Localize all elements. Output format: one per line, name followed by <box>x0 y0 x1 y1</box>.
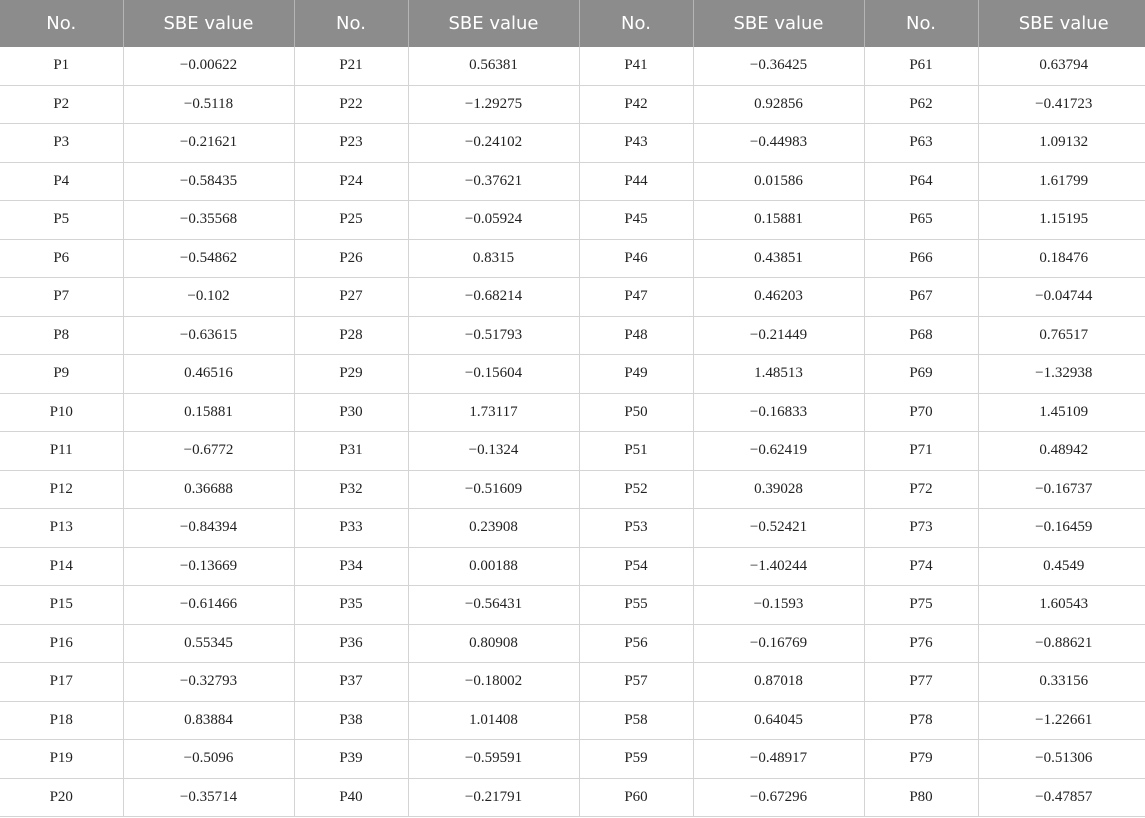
cell-sbe-value: 0.36688 <box>123 470 294 509</box>
cell-sbe-value: −0.16833 <box>693 393 864 432</box>
cell-no: P52 <box>579 470 693 509</box>
cell-sbe-value: 1.01408 <box>408 701 579 740</box>
cell-no: P35 <box>294 586 408 625</box>
table-row <box>0 663 1145 702</box>
cell-no: P43 <box>579 124 693 163</box>
cell-sbe-value: −0.16737 <box>978 470 1145 509</box>
cell-sbe-value: −0.00622 <box>123 47 294 85</box>
cell-no: P67 <box>864 278 978 317</box>
cell-no: P77 <box>864 663 978 702</box>
cell-no: P24 <box>294 162 408 201</box>
table-row <box>0 432 1145 471</box>
cell-no: P46 <box>579 239 693 278</box>
cell-sbe-value: −0.41723 <box>978 85 1145 124</box>
cell-no: P72 <box>864 470 978 509</box>
cell-no: P31 <box>294 432 408 471</box>
header-row <box>0 0 1145 47</box>
table-row <box>0 47 1145 85</box>
cell-sbe-value: −1.22661 <box>978 701 1145 740</box>
cell-sbe-value: −0.88621 <box>978 624 1145 663</box>
cell-no: P47 <box>579 278 693 317</box>
cell-sbe-value: 0.15881 <box>693 201 864 240</box>
cell-no: P75 <box>864 586 978 625</box>
cell-sbe-value: 0.80908 <box>408 624 579 663</box>
table-row <box>0 624 1145 663</box>
table-row <box>0 778 1145 817</box>
cell-no: P1 <box>0 47 123 85</box>
cell-sbe-value: −0.47857 <box>978 778 1145 817</box>
cell-sbe-value: 1.09132 <box>978 124 1145 163</box>
cell-sbe-value: −1.29275 <box>408 85 579 124</box>
cell-no: P71 <box>864 432 978 471</box>
cell-no: P44 <box>579 162 693 201</box>
cell-no: P30 <box>294 393 408 432</box>
cell-sbe-value: 0.64045 <box>693 701 864 740</box>
cell-sbe-value: 0.39028 <box>693 470 864 509</box>
cell-no: P22 <box>294 85 408 124</box>
cell-sbe-value: 0.15881 <box>123 393 294 432</box>
cell-no: P64 <box>864 162 978 201</box>
cell-no: P23 <box>294 124 408 163</box>
cell-no: P21 <box>294 47 408 85</box>
cell-no: P28 <box>294 316 408 355</box>
cell-no: P80 <box>864 778 978 817</box>
cell-sbe-value: −0.15604 <box>408 355 579 394</box>
cell-sbe-value: −0.05924 <box>408 201 579 240</box>
cell-no: P17 <box>0 663 123 702</box>
cell-sbe-value: −0.21791 <box>408 778 579 817</box>
cell-sbe-value: 0.00188 <box>408 547 579 586</box>
cell-sbe-value: −0.04744 <box>978 278 1145 317</box>
cell-sbe-value: 0.46516 <box>123 355 294 394</box>
cell-no: P16 <box>0 624 123 663</box>
table-row <box>0 586 1145 625</box>
table-row <box>0 740 1145 779</box>
cell-sbe-value: 0.8315 <box>408 239 579 278</box>
cell-sbe-value: −0.68214 <box>408 278 579 317</box>
cell-no: P9 <box>0 355 123 394</box>
cell-no: P26 <box>294 239 408 278</box>
cell-no: P5 <box>0 201 123 240</box>
cell-no: P79 <box>864 740 978 779</box>
cell-no: P45 <box>579 201 693 240</box>
cell-sbe-value: −0.35714 <box>123 778 294 817</box>
cell-no: P8 <box>0 316 123 355</box>
cell-no: P74 <box>864 547 978 586</box>
table-row <box>0 162 1145 201</box>
table-row <box>0 85 1145 124</box>
cell-sbe-value: −1.32938 <box>978 355 1145 394</box>
cell-sbe-value: −0.35568 <box>123 201 294 240</box>
cell-no: P33 <box>294 509 408 548</box>
table-row <box>0 470 1145 509</box>
cell-sbe-value: −0.16769 <box>693 624 864 663</box>
cell-no: P62 <box>864 85 978 124</box>
table-row <box>0 547 1145 586</box>
cell-sbe-value: 0.76517 <box>978 316 1145 355</box>
cell-sbe-value: 0.48942 <box>978 432 1145 471</box>
header-sbe-value: SBE value <box>693 0 864 47</box>
cell-no: P50 <box>579 393 693 432</box>
cell-sbe-value: −0.59591 <box>408 740 579 779</box>
cell-sbe-value: 0.92856 <box>693 85 864 124</box>
cell-sbe-value: −0.63615 <box>123 316 294 355</box>
cell-sbe-value: 1.15195 <box>978 201 1145 240</box>
cell-no: P54 <box>579 547 693 586</box>
cell-sbe-value: −0.5118 <box>123 85 294 124</box>
header-no: No. <box>294 0 408 47</box>
cell-sbe-value: 1.60543 <box>978 586 1145 625</box>
table-row <box>0 509 1145 548</box>
cell-no: P59 <box>579 740 693 779</box>
cell-no: P60 <box>579 778 693 817</box>
cell-sbe-value: 0.18476 <box>978 239 1145 278</box>
cell-sbe-value: −0.32793 <box>123 663 294 702</box>
table-row <box>0 393 1145 432</box>
cell-sbe-value: −0.51609 <box>408 470 579 509</box>
cell-sbe-value: −0.48917 <box>693 740 864 779</box>
cell-sbe-value: −0.54862 <box>123 239 294 278</box>
cell-sbe-value: −0.62419 <box>693 432 864 471</box>
cell-sbe-value: −0.84394 <box>123 509 294 548</box>
table-row <box>0 316 1145 355</box>
table-row <box>0 701 1145 740</box>
cell-sbe-value: −0.16459 <box>978 509 1145 548</box>
cell-sbe-value: 0.33156 <box>978 663 1145 702</box>
cell-no: P39 <box>294 740 408 779</box>
cell-sbe-value: 0.43851 <box>693 239 864 278</box>
cell-sbe-value: −0.5096 <box>123 740 294 779</box>
cell-no: P7 <box>0 278 123 317</box>
cell-no: P20 <box>0 778 123 817</box>
cell-no: P78 <box>864 701 978 740</box>
cell-sbe-value: −0.1593 <box>693 586 864 625</box>
cell-sbe-value: −0.18002 <box>408 663 579 702</box>
cell-no: P69 <box>864 355 978 394</box>
cell-no: P57 <box>579 663 693 702</box>
cell-sbe-value: −0.61466 <box>123 586 294 625</box>
cell-no: P40 <box>294 778 408 817</box>
cell-sbe-value: 0.56381 <box>408 47 579 85</box>
table-header <box>0 0 1145 47</box>
table-body <box>0 47 1145 817</box>
cell-no: P65 <box>864 201 978 240</box>
cell-no: P3 <box>0 124 123 163</box>
cell-no: P2 <box>0 85 123 124</box>
cell-no: P11 <box>0 432 123 471</box>
table-row <box>0 201 1145 240</box>
header-sbe-value: SBE value <box>408 0 579 47</box>
cell-no: P13 <box>0 509 123 548</box>
cell-no: P37 <box>294 663 408 702</box>
cell-sbe-value: −0.67296 <box>693 778 864 817</box>
cell-sbe-value: 0.87018 <box>693 663 864 702</box>
cell-no: P61 <box>864 47 978 85</box>
cell-no: P66 <box>864 239 978 278</box>
cell-no: P36 <box>294 624 408 663</box>
cell-no: P58 <box>579 701 693 740</box>
cell-sbe-value: −1.40244 <box>693 547 864 586</box>
cell-sbe-value: −0.37621 <box>408 162 579 201</box>
cell-no: P55 <box>579 586 693 625</box>
cell-sbe-value: 1.61799 <box>978 162 1145 201</box>
table-row <box>0 355 1145 394</box>
header-no: No. <box>0 0 123 47</box>
cell-no: P76 <box>864 624 978 663</box>
header-no: No. <box>579 0 693 47</box>
cell-sbe-value: 0.63794 <box>978 47 1145 85</box>
cell-sbe-value: −0.52421 <box>693 509 864 548</box>
cell-sbe-value: 1.45109 <box>978 393 1145 432</box>
cell-no: P42 <box>579 85 693 124</box>
cell-no: P49 <box>579 355 693 394</box>
cell-sbe-value: −0.21621 <box>123 124 294 163</box>
cell-no: P34 <box>294 547 408 586</box>
cell-no: P63 <box>864 124 978 163</box>
cell-no: P41 <box>579 47 693 85</box>
cell-no: P12 <box>0 470 123 509</box>
cell-sbe-value: 1.73117 <box>408 393 579 432</box>
cell-no: P4 <box>0 162 123 201</box>
cell-sbe-value: 0.55345 <box>123 624 294 663</box>
cell-no: P27 <box>294 278 408 317</box>
cell-sbe-value: 0.4549 <box>978 547 1145 586</box>
cell-no: P51 <box>579 432 693 471</box>
cell-sbe-value: 1.48513 <box>693 355 864 394</box>
cell-sbe-value: −0.21449 <box>693 316 864 355</box>
cell-no: P32 <box>294 470 408 509</box>
cell-sbe-value: −0.51306 <box>978 740 1145 779</box>
cell-sbe-value: −0.58435 <box>123 162 294 201</box>
cell-sbe-value: −0.24102 <box>408 124 579 163</box>
cell-no: P48 <box>579 316 693 355</box>
cell-no: P73 <box>864 509 978 548</box>
cell-sbe-value: 0.01586 <box>693 162 864 201</box>
cell-sbe-value: −0.1324 <box>408 432 579 471</box>
cell-sbe-value: 0.46203 <box>693 278 864 317</box>
cell-no: P15 <box>0 586 123 625</box>
cell-sbe-value: 0.23908 <box>408 509 579 548</box>
cell-sbe-value: −0.13669 <box>123 547 294 586</box>
cell-no: P53 <box>579 509 693 548</box>
header-no: No. <box>864 0 978 47</box>
cell-no: P10 <box>0 393 123 432</box>
header-sbe-value: SBE value <box>123 0 294 47</box>
cell-sbe-value: −0.6772 <box>123 432 294 471</box>
cell-no: P38 <box>294 701 408 740</box>
cell-no: P14 <box>0 547 123 586</box>
cell-sbe-value: 0.83884 <box>123 701 294 740</box>
table-row <box>0 278 1145 317</box>
cell-no: P29 <box>294 355 408 394</box>
table-row <box>0 239 1145 278</box>
cell-no: P56 <box>579 624 693 663</box>
cell-no: P70 <box>864 393 978 432</box>
cell-no: P18 <box>0 701 123 740</box>
table-row <box>0 124 1145 163</box>
cell-sbe-value: −0.102 <box>123 278 294 317</box>
cell-sbe-value: −0.51793 <box>408 316 579 355</box>
cell-no: P19 <box>0 740 123 779</box>
cell-no: P25 <box>294 201 408 240</box>
cell-sbe-value: −0.36425 <box>693 47 864 85</box>
cell-sbe-value: −0.44983 <box>693 124 864 163</box>
header-sbe-value: SBE value <box>978 0 1145 47</box>
cell-no: P6 <box>0 239 123 278</box>
cell-no: P68 <box>864 316 978 355</box>
cell-sbe-value: −0.56431 <box>408 586 579 625</box>
